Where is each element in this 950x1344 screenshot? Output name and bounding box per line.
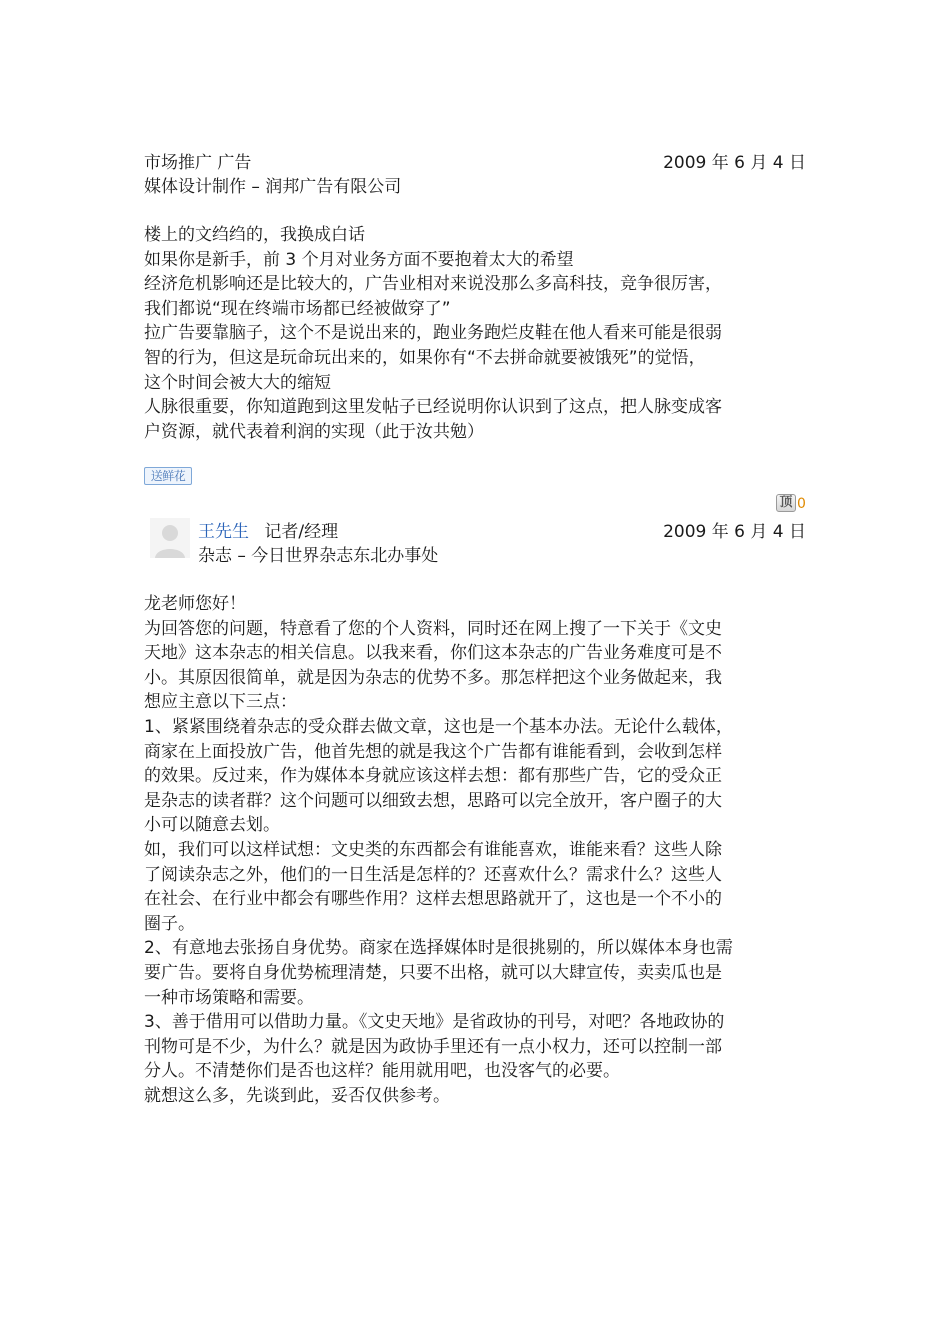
post2-body-line: 天地》这本杂志的相关信息。以我来看，你们这本杂志的广告业务难度可是不	[144, 643, 722, 664]
post2-body-line: 小。其原因很简单，就是因为杂志的优势不多。那怎样把这个业务做起来，我	[144, 667, 722, 688]
post2-body-line: 要广告。要将自身优势梳理清楚，只要不出格，就可以大肆宣传，卖卖瓜也是	[144, 962, 722, 983]
top-button[interactable]	[776, 494, 806, 514]
post1-date: 2009 年 6 月 4 日	[663, 153, 806, 173]
post2-body-line: 龙老师您好！	[144, 594, 246, 614]
post2-body-line: 分人。不清楚你们是否也这样？能用就用吧，也没客气的必要。	[144, 1061, 620, 1082]
author-name-link[interactable]: 王先生	[198, 522, 249, 542]
post2-body-line: 圈子。	[144, 913, 195, 934]
thumbs-up-top-icon: 顶	[776, 494, 796, 512]
post2-body-line: 的效果。反过来，作为媒体本身就应该这样去想：都有那些广告，它的受众正	[144, 766, 722, 787]
post1-body-line: 户资源，就代表着利润的实现（此于汝共勉）	[144, 421, 484, 442]
default-user-avatar-icon[interactable]	[150, 518, 190, 558]
post2-body-line: 商家在上面投放广告，他首先想的就是我这个广告都有谁能看到，会收到怎样	[144, 741, 722, 762]
post2-body-line: 了阅读杂志之外，他们的一日生活是怎样的？还喜欢什么？需求什么？这些人	[144, 864, 722, 885]
post2-body-line: 小可以随意去划。	[144, 815, 280, 836]
post2-date: 2009 年 6 月 4 日	[663, 522, 806, 542]
post1-company: 媒体设计制作 – 润邦广告有限公司	[144, 177, 402, 197]
post1-body-line: 我们都说“现在终端市场都已经被做穿了”	[144, 298, 451, 319]
post2-body	[144, 592, 733, 1108]
post1-body-line: 楼上的文绉绉的，我换成白话	[144, 225, 365, 245]
send-flower-button[interactable]: 送鲜花	[144, 467, 192, 485]
post2-body-line: 1、紧紧围绕着杂志的受众群去做文章，这也是一个基本办法。无论什么载体，	[144, 716, 733, 737]
post2-body-line: 一种市场策略和需要。	[144, 987, 314, 1008]
post1-category: 市场推广 广告	[144, 153, 252, 173]
post1-body-line: 经济危机影响还是比较大的，广告业相对来说没那么多高科技，竞争很厉害，	[144, 274, 722, 295]
post1-body-line: 人脉很重要，你知道跑到这里发帖子已经说明你认识到了这点，把人脉变成客	[144, 397, 722, 418]
post2-body-line: 就想这么多，先谈到此，妥否仅供参考。	[144, 1085, 450, 1106]
post2-body-line: 刊物可是不少，为什么？就是因为政协手里还有一点小权力，还可以控制一部	[144, 1036, 722, 1057]
post1-body-line: 如果你是新手，前 3 个月对业务方面不要抱着太大的希望	[144, 249, 574, 270]
post2-body-line: 是杂志的读者群？这个问题可以细致去想，思路可以完全放开，客户圈子的大	[144, 790, 722, 811]
top-count: 0	[797, 496, 806, 512]
post2-author	[198, 520, 338, 544]
post2-body-line: 如，我们可以这样试想：文史类的东西都会有谁能喜欢，谁能来看？这些人除	[144, 839, 722, 860]
post1-body-line: 这个时间会被大大的缩短	[144, 372, 331, 393]
post1-body	[144, 223, 722, 444]
post2-body-line: 想应主意以下三点：	[144, 692, 297, 713]
post2-body-line: 为回答您的问题，特意看了您的个人资料，同时还在网上搜了一下关于《文史	[144, 618, 722, 639]
post2-body-line: 在社会、在行业中都会有哪些作用？这样去想思路就开了，这也是一个不小的	[144, 889, 722, 910]
post2-company: 杂志 – 今日世界杂志东北办事处	[198, 546, 439, 566]
post2-body-line: 2、有意地去张扬自身优势。商家在选择媒体时是很挑剔的，所以媒体本身也需	[144, 938, 733, 959]
post1-body-line: 拉广告要靠脑子，这个不是说出来的，跑业务跑烂皮鞋在他人看来可能是很弱	[144, 323, 722, 344]
author-title: 记者/经理	[264, 522, 339, 542]
post1-body-line: 智的行为，但这是玩命玩出来的，如果你有“不去拼命就要被饿死”的觉悟，	[144, 347, 706, 368]
post2-body-line: 3、善于借用可以借助力量。《文史天地》是省政协的刊号，对吧？各地政协的	[144, 1012, 725, 1033]
